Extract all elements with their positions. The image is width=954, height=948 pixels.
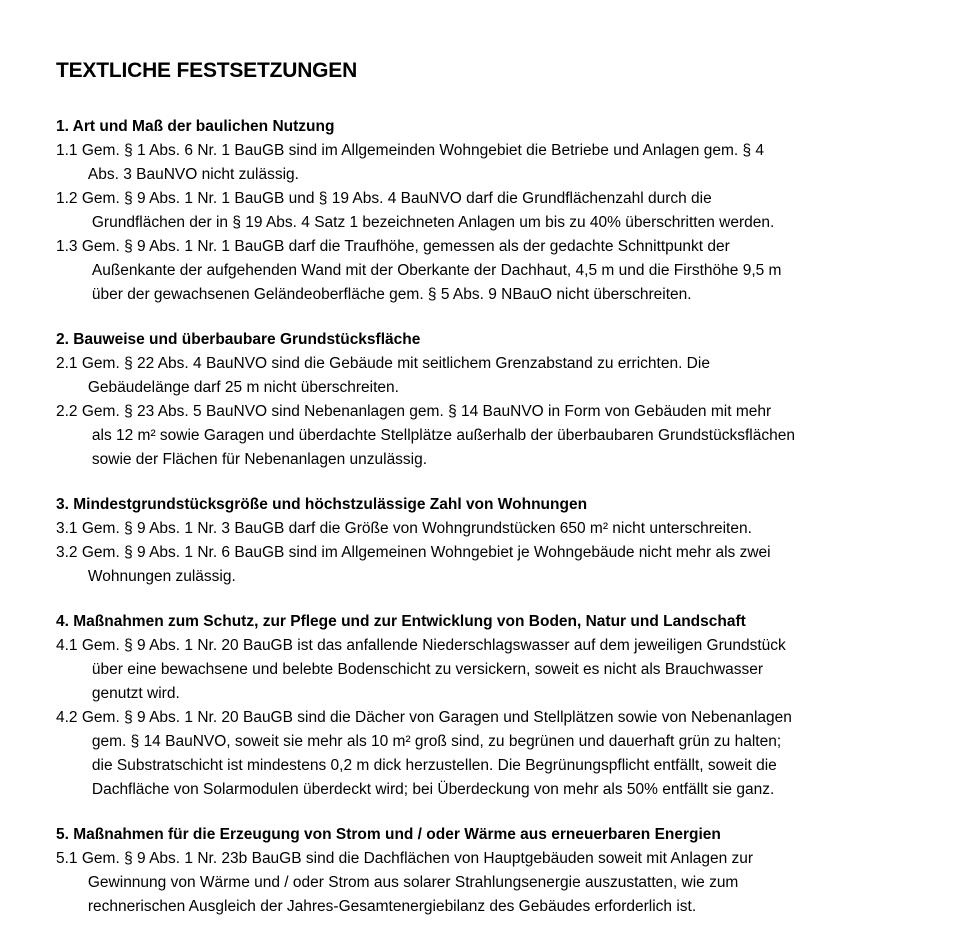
item-text-line: Gem. § 1 Abs. 6 Nr. 1 BauGB sind im Allgemeinden Wohngebiet die Betriebe und Anlagen gem. § 4 [81, 142, 765, 159]
item-text-line: Gem. § 9 Abs. 1 Nr. 6 BauGB sind im Allgemeinen Wohngebiet je Wohngebäude nicht mehr als zwei [81, 544, 771, 561]
item-text [82, 235, 946, 307]
item-text [82, 139, 946, 187]
list-item [56, 400, 946, 472]
item-number: 1.3 [56, 238, 78, 255]
list-item [56, 847, 946, 919]
list-item [56, 235, 946, 307]
item-text [82, 187, 946, 235]
section-2 [56, 328, 946, 472]
list-item [56, 187, 946, 235]
item-text-line: als 12 m² sowie Garagen und überdachte Stellplätze außerhalb der überbaubaren Grundstücksflächen [91, 427, 795, 444]
item-text-line: Gem. § 9 Abs. 1 Nr. 3 BauGB darf die Größe von Wohngrundstücken 650 m² nicht unterschreiten. [81, 520, 752, 537]
item-text-line: Gem. § 9 Abs. 1 Nr. 20 BauGB ist das anfallende Niederschlagswasser auf dem jeweiligen Grundstück [81, 637, 786, 654]
list-item [56, 634, 946, 706]
item-number: 1.2 [56, 190, 78, 207]
item-number: 3.1 [56, 520, 78, 537]
item-text [82, 517, 946, 541]
item-text-line: sowie der Flächen für Nebenanlagen unzulässig. [91, 451, 428, 468]
item-number: 4.2 [56, 709, 78, 726]
section-3 [56, 493, 946, 589]
item-text-line: Dachfläche von Solarmodulen überdeckt wird; bei Überdeckung von mehr als 50% entfällt sie ganz. [91, 781, 775, 798]
section-heading: 3. Mindestgrundstücksgröße und höchstzulässige Zahl von Wohnungen [56, 496, 588, 513]
list-item [56, 139, 946, 187]
item-number: 1.1 [56, 142, 78, 159]
item-text [82, 847, 946, 919]
item-text [82, 706, 946, 802]
section-1 [56, 115, 946, 307]
section-5 [56, 823, 946, 919]
section-4 [56, 610, 946, 802]
item-text-line: Gebäudelänge darf 25 m nicht überschreiten. [87, 379, 399, 396]
item-text-line: gem. § 14 BauNVO, soweit sie mehr als 10 m² groß sind, zu begrünen und dauerhaft grün zu halten; [91, 733, 782, 750]
sections-container [56, 115, 946, 919]
item-text-line: über eine bewachsene und belebte Bodenschicht zu versickern, soweit es nicht als Brauchwasser [91, 661, 764, 678]
item-text-line: Gem. § 9 Abs. 1 Nr. 23b BauGB sind die Dachflächen von Hauptgebäuden soweit mit Anlagen zur [81, 850, 754, 867]
item-number: 4.1 [56, 637, 78, 654]
item-text-line: Gem. § 9 Abs. 1 Nr. 20 BauGB sind die Dächer von Garagen und Stellplätzen sowie von Nebenanlagen [81, 709, 792, 726]
list-item [56, 541, 946, 589]
item-text-line: Außenkante der aufgehenden Wand mit der Oberkante der Dachhaut, 4,5 m und die Firsthöhe 9,5 m [91, 262, 782, 279]
item-text-line: Gem. § 22 Abs. 4 BauNVO sind die Gebäude mit seitlichem Grenzabstand zu errichten. Die [81, 355, 710, 372]
item-text-line: genutzt wird. [91, 685, 180, 702]
item-text-line: Gem. § 9 Abs. 1 Nr. 1 BauGB und § 19 Abs. 4 BauNVO darf die Grundflächenzahl durch die [81, 190, 712, 207]
item-text [82, 541, 946, 589]
item-text-line: rechnerischen Ausgleich der Jahres-Gesamtenergiebilanz des Gebäudes erforderlich ist. [87, 898, 697, 915]
section-heading: 4. Maßnahmen zum Schutz, zur Pflege und zur Entwicklung von Boden, Natur und Landschaft [56, 613, 746, 630]
item-text-line: Abs. 3 BauNVO nicht zulässig. [87, 166, 299, 183]
item-text-line: Gem. § 9 Abs. 1 Nr. 1 BauGB darf die Traufhöhe, gemessen als der gedachte Schnittpunkt der [81, 238, 730, 255]
item-text-line: Gem. § 23 Abs. 5 BauNVO sind Nebenanlagen gem. § 14 BauNVO in Form von Gebäuden mit mehr [81, 403, 772, 420]
item-number: 2.2 [56, 403, 78, 420]
list-item [56, 706, 946, 802]
item-text-line: Grundflächen der in § 19 Abs. 4 Satz 1 bezeichneten Anlagen um bis zu 40% überschritten werden. [91, 214, 775, 231]
section-heading: 1. Art und Maß der baulichen Nutzung [56, 118, 335, 135]
item-text-line: Wohnungen zulässig. [87, 568, 236, 585]
section-heading: 5. Maßnahmen für die Erzeugung von Strom und / oder Wärme aus erneuerbaren Energien [56, 826, 721, 843]
item-text [82, 352, 946, 400]
item-number: 2.1 [56, 355, 78, 372]
section-heading: 2. Bauweise und überbaubare Grundstücksfläche [56, 331, 421, 348]
item-text-line: Gewinnung von Wärme und / oder Strom aus solarer Strahlungsenergie auszustatten, wie zum [87, 874, 739, 891]
item-text-line: über der gewachsenen Geländeoberfläche gem. § 5 Abs. 9 NBauO nicht überschreiten. [91, 286, 692, 303]
list-item [56, 517, 946, 541]
item-number: 3.2 [56, 544, 78, 561]
document-title: TEXTLICHE FESTSETZUNGEN [56, 59, 358, 82]
item-number: 5.1 [56, 850, 78, 867]
item-text [82, 400, 946, 472]
item-text [82, 634, 946, 706]
list-item [56, 352, 946, 400]
item-text-line: die Substratschicht ist mindestens 0,2 m dick herzustellen. Die Begrünungspflicht entfällt, soweit die [91, 757, 777, 774]
